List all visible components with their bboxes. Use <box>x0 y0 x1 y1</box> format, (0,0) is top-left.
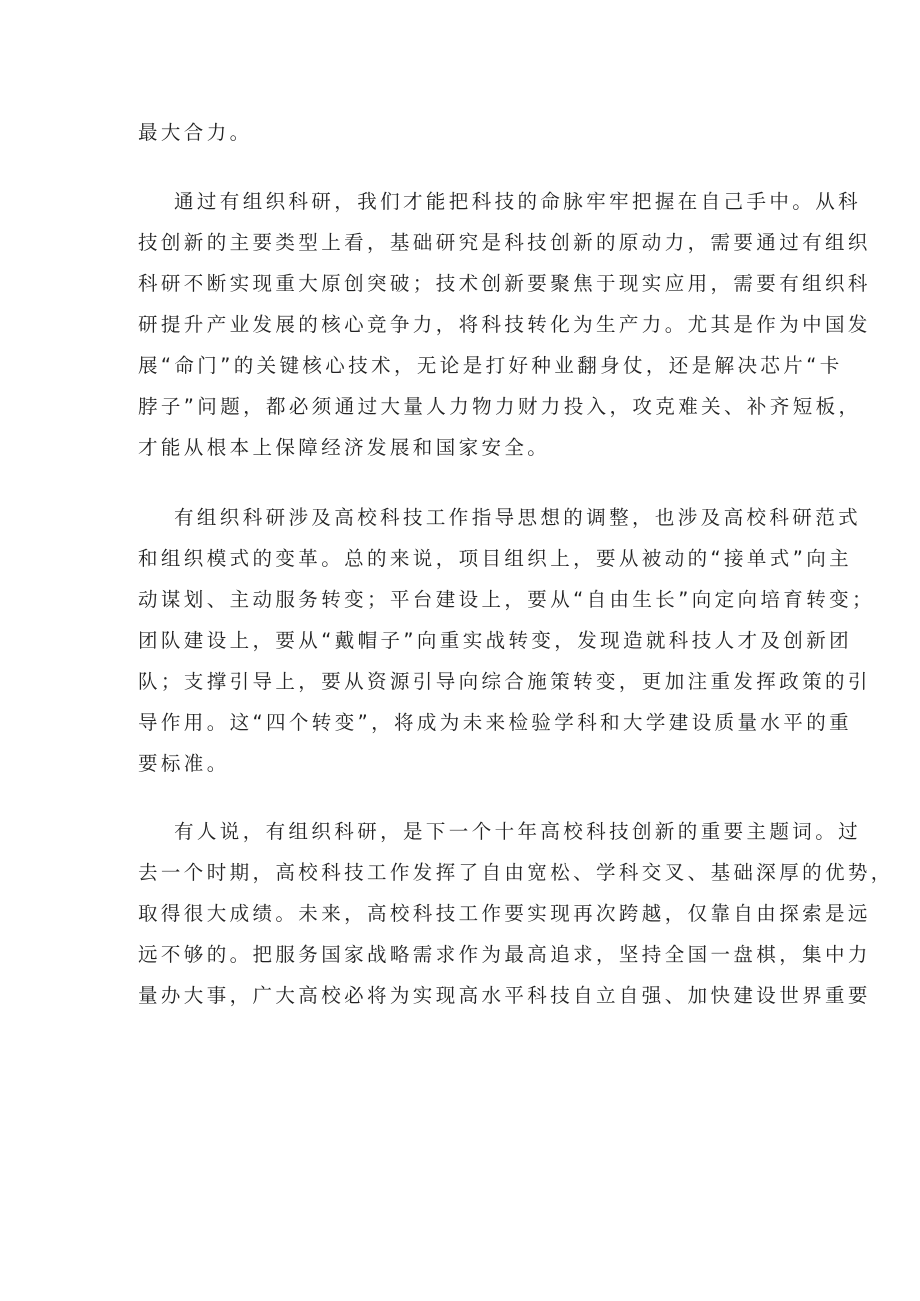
text-line: 最大合力。 <box>138 121 253 144</box>
text-line: 脖子”问题，都必须通过大量人力物力财力投入，攻克难关、补齐短板， <box>138 395 862 418</box>
text-line: 取得很大成绩。未来，高校科技工作要实现再次跨越，仅靠自由探索是远 <box>138 902 871 925</box>
text-line: 团队建设上，要从“戴帽子”向重实战转变，发现造就科技人才及创新团 <box>138 629 853 652</box>
text-line: 队；支撑引导上，要从资源引导向综合施策转变，更加注重发挥政策的引 <box>138 670 871 693</box>
text-line: 科研不断实现重大原创突破；技术创新要聚焦于现实应用，需要有组织科 <box>138 272 871 295</box>
text-line: 有人说，有组织科研，是下一个十年高校科技创新的重要主题词。过 <box>174 820 862 843</box>
text-line: 研提升产业发展的核心竞争力，将科技转化为生产力。尤其是作为中国发 <box>138 313 871 336</box>
text-line: 要标准。 <box>138 752 230 775</box>
text-line: 远不够的。把服务国家战略需求作为最高追求，坚持全国一盘棋，集中力 <box>138 943 871 966</box>
text-line: 通过有组织科研，我们才能把科技的命脉牢牢把握在自己手中。从科 <box>174 190 862 213</box>
text-line: 量办大事，广大高校必将为实现高水平科技自立自强、加快建设世界重要 <box>138 984 871 1007</box>
text-line: 和组织模式的变革。总的来说，项目组织上，要从被动的“接单式”向主 <box>138 547 853 570</box>
text-line: 去一个时期，高校科技工作发挥了自由宽松、学科交叉、基础深厚的优势， <box>138 861 894 884</box>
text-line: 才能从根本上保障经济发展和国家安全。 <box>138 436 551 459</box>
text-line: 有组织科研涉及高校科技工作指导思想的调整，也涉及高校科研范式 <box>174 506 862 529</box>
text-line: 动谋划、主动服务转变；平台建设上，要从“自由生长”向定向培育转变； <box>138 588 875 611</box>
text-line: 技创新的主要类型上看，基础研究是科技创新的原动力，需要通过有组织 <box>138 231 871 254</box>
text-line: 展“命门”的关键核心技术，无论是打好种业翻身仗，还是解决芯片“卡 <box>138 354 843 377</box>
text-line: 导作用。这“四个转变”，将成为未来检验学科和大学建设质量水平的重 <box>138 711 853 734</box>
